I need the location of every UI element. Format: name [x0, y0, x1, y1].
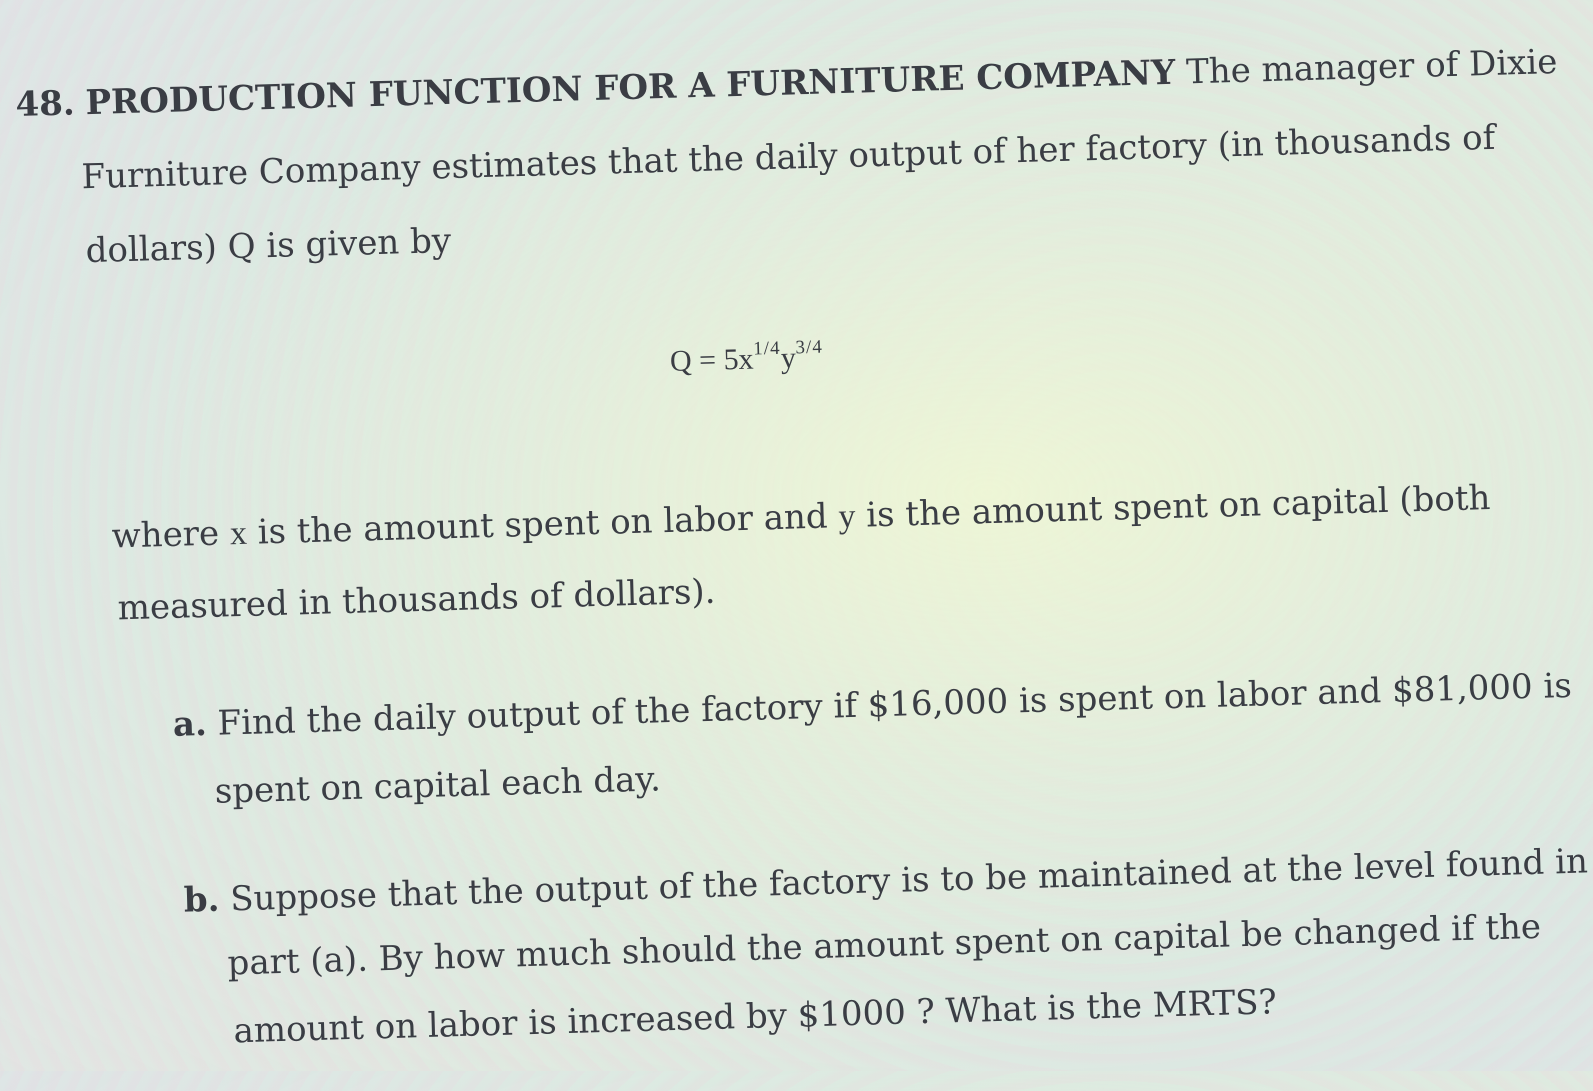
part-a-line2: spent on capital each day. [214, 759, 662, 812]
equation-lhs: Q = 5x [669, 342, 755, 378]
part-b-line2: part (a). By how much should the amount spent on capital be changed if the [227, 906, 1542, 984]
problem-intro-line2: Furniture Company estimates that the daily output of her factory (in thousands of [81, 117, 1496, 198]
part-a-text: Find the daily output of the factory if $16,000 is spent on labor and $81,000 is [217, 665, 1573, 744]
part-a-line1 [172, 665, 1573, 745]
definition-where: where [111, 513, 220, 557]
equation-var-y: y [780, 341, 797, 375]
equation-exponent-y: 3/4 [795, 336, 824, 359]
definition-var-y: y [837, 497, 856, 536]
equation-exponent-x: 1/4 [752, 337, 781, 360]
part-b-text: Suppose that the output of the factory is to be maintained at the level found in [229, 841, 1589, 920]
part-b-label: b. [183, 879, 221, 921]
problem-heading [15, 42, 1558, 126]
production-function-equation [669, 338, 823, 377]
definition-labor-text: is the amount spent on labor and [257, 496, 829, 553]
definition-line1 [111, 478, 1491, 557]
problem-title: PRODUCTION FUNCTION FOR A FURNITURE COMPANY [84, 52, 1176, 124]
problem-intro-line3: dollars) Q is given by [85, 220, 452, 272]
problem-number: 48. [15, 83, 76, 126]
problem-intro-line1: The manager of Dixie [1185, 42, 1558, 93]
definition-var-x: x [229, 514, 248, 553]
part-b-line1 [183, 841, 1589, 921]
definition-capital-text: is the amount spent on capital (both [865, 478, 1491, 536]
part-a-label: a. [172, 703, 208, 745]
definition-line2: measured in thousands of dollars). [117, 571, 716, 629]
part-b-line3: amount on labor is increased by $1000 ? What is the MRTS? [232, 982, 1278, 1052]
